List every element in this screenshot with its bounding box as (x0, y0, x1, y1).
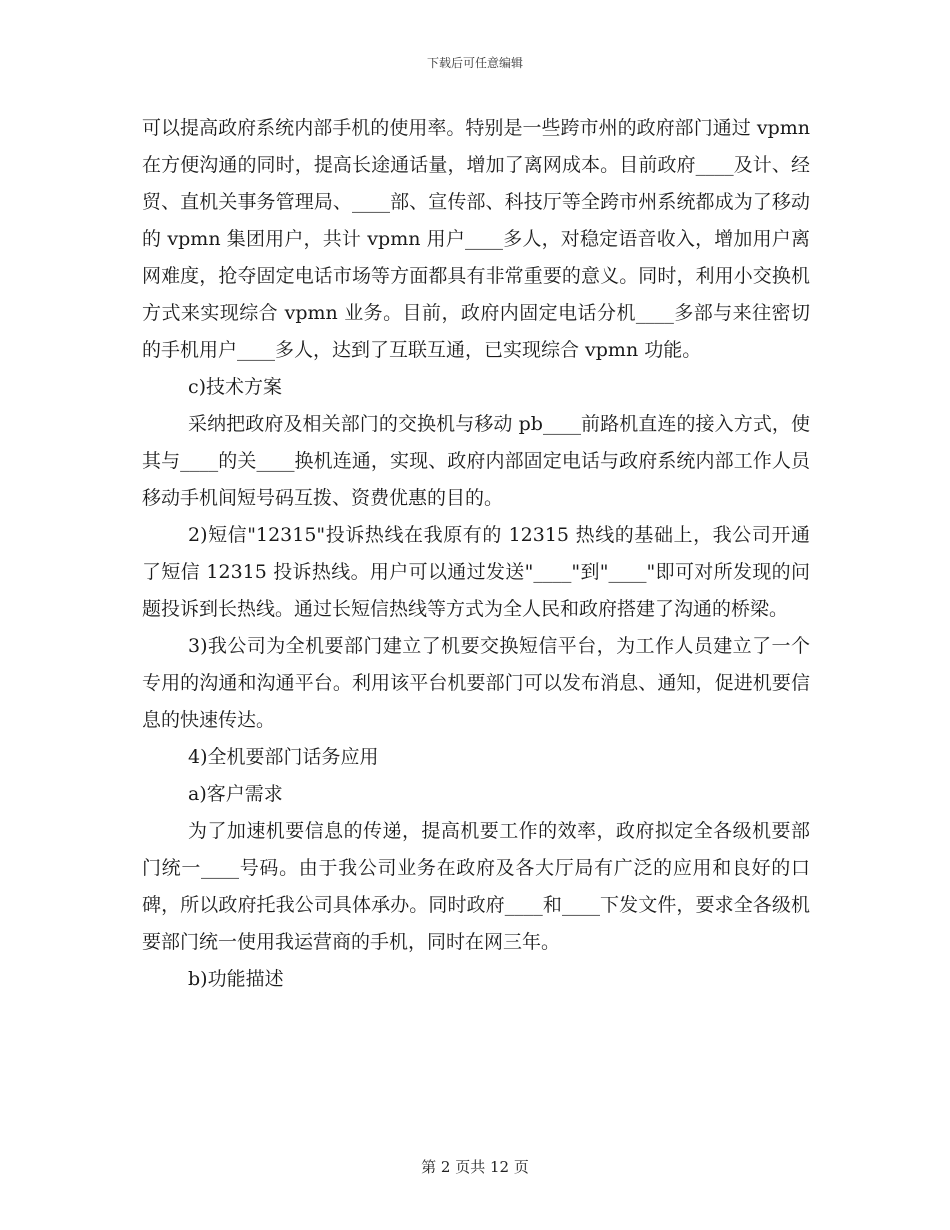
paragraph-9-heading: b)功能描述 (188, 968, 284, 990)
paragraph-6-heading: 4)全机要部门话务应用 (188, 746, 379, 768)
paragraph-3: 采纳把政府及相关部门的交换机与移动 pb____前路机直连的接入方式，使其与____的关____换机连通，实现、政府内部固定电话与政府系统内部工作人员移动手机间短号码互拨、资费优惠的目的。 (142, 413, 810, 509)
paragraph-7-heading: a)客户需求 (188, 783, 283, 805)
paragraph-8: 为了加速机要信息的传递，提高机要工作的效率，政府拟定全各级机要部门统一____号码。由于我公司业务在政府及各大厅局有广泛的应用和良好的口碑，所以政府托我公司具体承办。同时政府____和____下发文件，要求全各级机要部门统一使用我运营商的手机，同时在网三年。 (142, 820, 810, 953)
paragraph-4: 2)短信"12315"投诉热线在我原有的 12315 热线的基础上，我公司开通了短信 12315 投诉热线。用户可以通过发送"____"到"____"即可对所发现的问题投诉到长热线。通过长短信热线等方式为全人民和政府搭建了沟通的桥梁。 (142, 524, 810, 620)
paragraph-2-heading: c)技术方案 (188, 376, 283, 398)
page-header: 下载后可任意编辑 (426, 56, 523, 70)
paragraph-5: 3)我公司为全机要部门建立了机要交换短信平台，为工作人员建立了一个专用的沟通和沟通平台。利用该平台机要部门可以发布消息、通知，促进机要信息的快速传达。 (142, 635, 810, 731)
paragraph-1: 可以提高政府系统内部手机的使用率。特别是一些跨市州的政府部门通过 vpmn 在方便沟通的同时，提高长途通话量，增加了离网成本。目前政府____及计、经贸、直机关事务管理局、____部、宣传部、科技厅等全跨市州系统都成为了移动的 vpmn 集团用户，共计 vpmn 用户____多人，对稳定语音收入，增加用户离网难度，抢夺固定电话市场等方面都具有非常重要的意义。同时，利用小交换机方式来实现综合 vpmn 业务。目前，政府内固定电话分机____多部与来往密切的手机用户____多人，达到了互联互通，已实现综合 vpmn 功能。 (142, 117, 817, 361)
page-footer: 第 2 页共 12 页 (421, 1158, 529, 1176)
document-body (142, 110, 817, 998)
